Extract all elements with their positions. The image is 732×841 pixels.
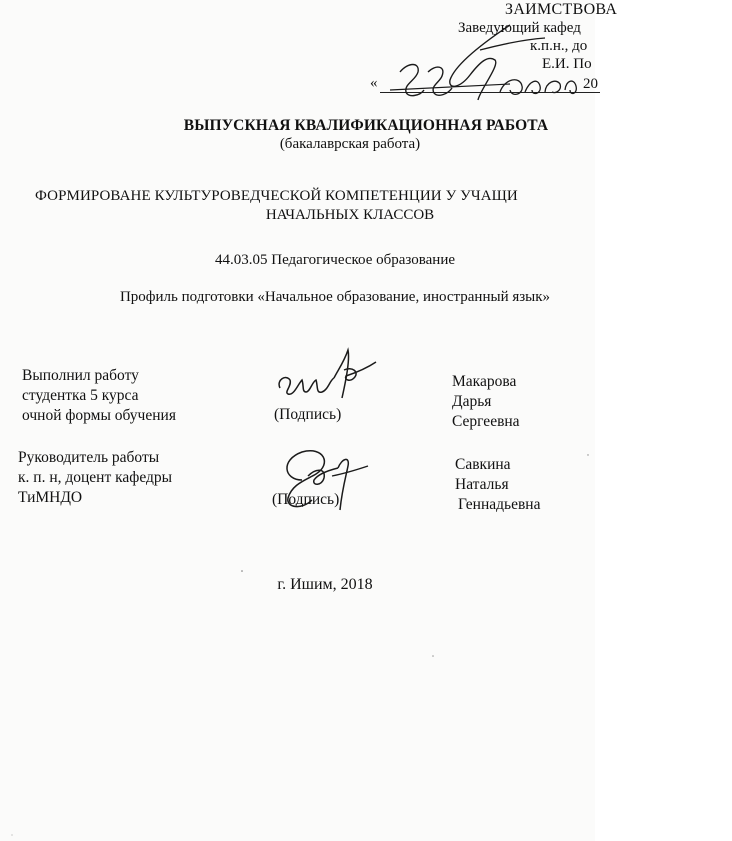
approval-title: ЗАИМСТВОВА [505, 1, 618, 18]
advisor-name-line: Геннадьевна [458, 496, 541, 513]
approval-degree: к.п.н., до [530, 38, 588, 54]
training-profile: Профиль подготовки «Начальное образование, иностранный язык» [119, 289, 551, 305]
thesis-title-line-1: ФОРМИРОВАНЕ КУЛЬТУРОВЕДЧЕСКОЙ КОМПЕТЕНЦИИ У УЧАЩИ [35, 188, 518, 204]
approval-year: 20 [583, 76, 598, 92]
student-signature-label: (Подпись) [274, 406, 342, 423]
city-and-year: г. Ишим, 2018 [277, 576, 373, 593]
approval-head-of-department: Заведующий кафед [458, 20, 581, 36]
student-name-line: Сергеевна [452, 413, 520, 430]
student-name-line: Дарья [452, 393, 492, 410]
document-type-title: ВЫПУСКНАЯ КВАЛИФИКАЦИОННАЯ РАБОТА [183, 117, 549, 134]
advisor-name-line: Савкина [455, 456, 511, 473]
specialty-code: 44.03.05 Педагогическое образование [214, 252, 456, 268]
advisor-signature-label: (Подпись) [272, 491, 340, 508]
advisor-role-line: ТиМНДО [18, 489, 83, 506]
student-role-line: очной формы обучения [22, 407, 176, 424]
thesis-title-line-2: НАЧАЛЬНЫХ КЛАССОВ [265, 207, 435, 223]
student-role-line: Выполнил работу [22, 367, 139, 384]
document-subtype: (бакалаврская работа) [279, 136, 421, 152]
student-role-line: студентка 5 курса [22, 387, 139, 404]
student-name-line: Макарова [452, 373, 517, 390]
approval-date-quote: « [370, 75, 378, 91]
advisor-role-line: к. п. н, доцент кафедры [18, 469, 173, 486]
advisor-role-line: Руководитель работы [18, 449, 160, 466]
advisor-name-line: Наталья [455, 476, 509, 493]
approval-name: Е.И. По [542, 56, 592, 72]
